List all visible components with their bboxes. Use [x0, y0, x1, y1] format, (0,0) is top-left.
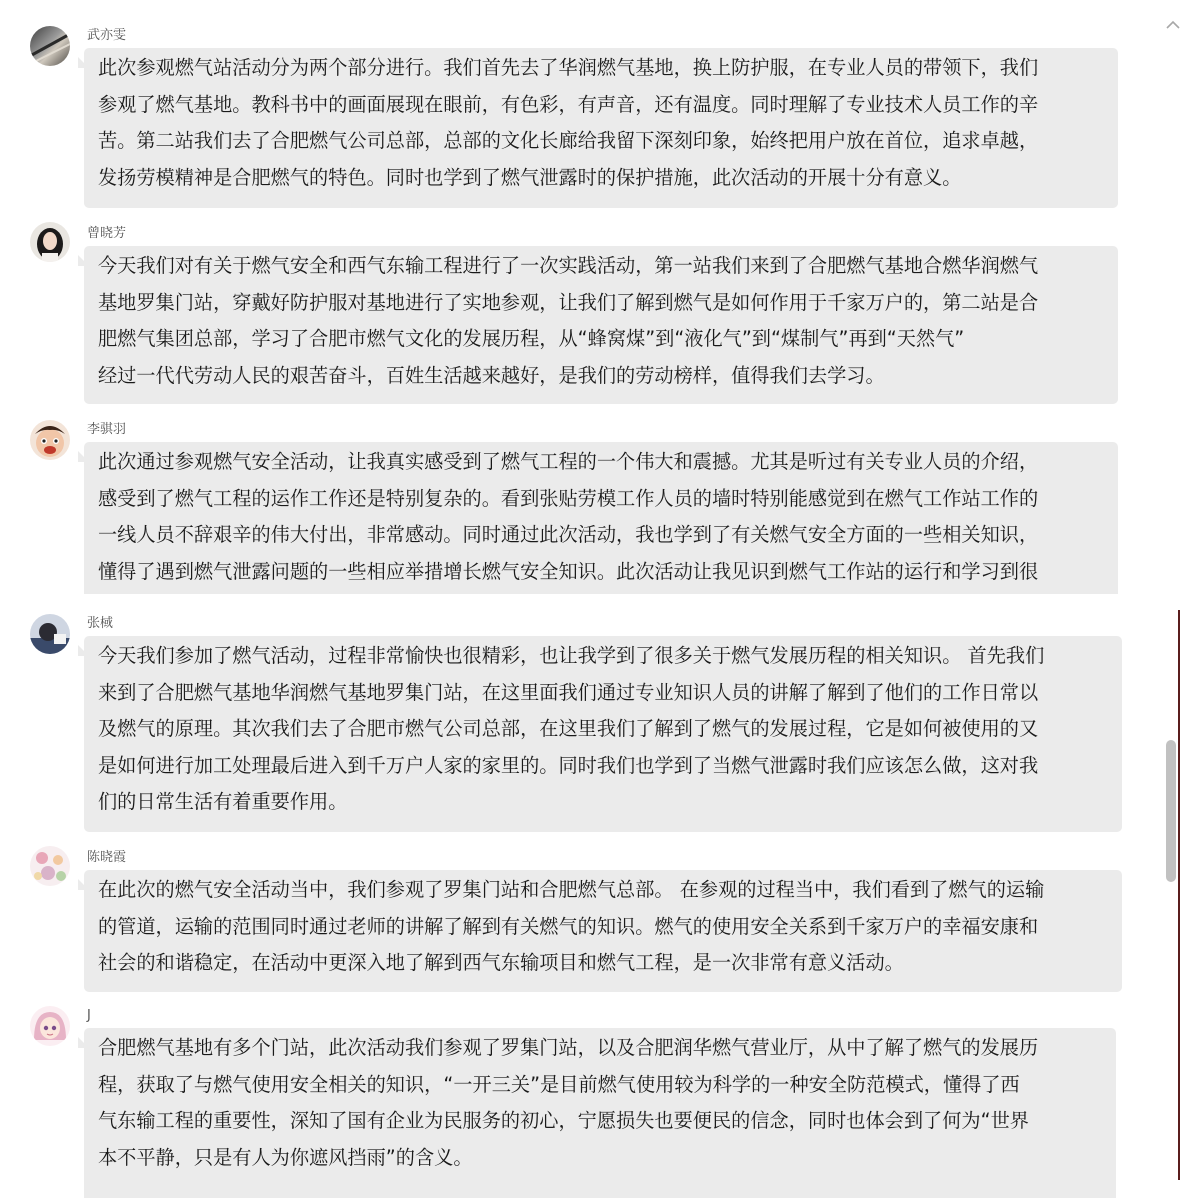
- user-avatar[interactable]: [30, 614, 70, 654]
- comment-bubble: [84, 870, 1122, 992]
- user-name[interactable]: 陈晓霞: [87, 850, 127, 865]
- scrollbar-track[interactable]: [1162, 600, 1178, 1200]
- comment-text-line: 一线人员不辞艰辛的伟大付出，非常感动。同时通过此次活动，我也学到了有关燃气安全方面的一些相关知识，: [98, 523, 1039, 546]
- comment-text-line: 合肥燃气基地有多个门站，此次活动我们参观了罗集门站，以及合肥润华燃气营业厅，从中了解了燃气的发展历: [98, 1036, 1039, 1059]
- comment-text-line: 今天我们参加了燃气活动，过程非常愉快也很精彩，也让我学到了很多关于燃气发展历程的相关知识。 首先我们: [98, 644, 1045, 667]
- comment-text-line: 今天我们对有关于燃气安全和西气东输工程进行了一次实践活动，第一站我们来到了合肥燃气基地合燃华润燃气: [98, 254, 1039, 277]
- user-avatar[interactable]: [30, 846, 70, 886]
- comment-text-line: 及燃气的原理。其次我们去了合肥市燃气公司总部，在这里我们了解到了燃气的发展过程，它是如何被使用的又: [98, 717, 1039, 740]
- comment-text-line: 参观了燃气基地。教科书中的画面展现在眼前，有色彩，有声音，还有温度。同时理解了专业技术人员工作的辛: [98, 92, 1039, 116]
- window-edge: [1178, 610, 1180, 1180]
- comment-text-line: 程，获取了与燃气使用安全相关的知识，“一开三关”是目前燃气使用较为科学的一种安全防范模式，懂得了西: [98, 1072, 1020, 1096]
- comment-text-line: 们的日常生活有着重要作用。: [98, 790, 348, 813]
- comment-text-line: 的管道，运输的范围同时通过老师的讲解了解到有关燃气的知识。燃气的使用安全关系到千家万户的幸福安康和: [98, 914, 1039, 938]
- chevron-up-icon[interactable]: [1162, 14, 1184, 36]
- comment-text-line: 苦。第二站我们去了合肥燃气公司总部，总部的文化长廊给我留下深刻印象，始终把用户放在首位，追求卓越，: [98, 129, 1039, 152]
- user-avatar[interactable]: [30, 26, 70, 66]
- comment-bubble: [84, 442, 1118, 594]
- comment-text-line: 经过一代代劳动人民的艰苦奋斗，百姓生活越来越好，是我们的劳动榜样，值得我们去学习。: [98, 363, 885, 387]
- comment-text-line: 此次参观燃气站活动分为两个部分进行。我们首先去了华润燃气基地，换上防护服，在专业人员的带领下，我们: [98, 56, 1039, 79]
- comment-text-line: 是如何进行加工处理最后进入到千万户人家的家里的。同时我们也学到了当燃气泄露时我们应该怎么做，这对我: [98, 753, 1039, 777]
- comment-item: [0, 420, 1160, 594]
- user-avatar[interactable]: [30, 420, 70, 460]
- comment-text-line: 肥燃气集团总部，学习了合肥市燃气文化的发展历程，从“蜂窝煤”到“液化气”到“煤制气”再到“天然气”: [98, 327, 965, 350]
- user-name[interactable]: 曾晓芳: [87, 226, 127, 241]
- comment-bubble: [84, 48, 1118, 208]
- user-name[interactable]: 张棫: [87, 616, 114, 631]
- user-name[interactable]: 武亦雯: [87, 28, 127, 43]
- comment-item: [0, 846, 1160, 996]
- user-avatar[interactable]: [30, 222, 70, 262]
- comment-item: [0, 614, 1160, 834]
- comment-text-line: 此次通过参观燃气安全活动，让我真实感受到了燃气工程的一个伟大和震撼。尤其是听过有关专业人员的介绍，: [98, 450, 1039, 473]
- user-avatar[interactable]: [30, 1006, 70, 1046]
- comment-item: [0, 222, 1160, 412]
- comment-text-line: 感受到了燃气工程的运作工作还是特别复杂的。看到张贴劳模工作人员的墙时特别能感觉到在燃气工作站工作的: [98, 486, 1039, 510]
- comment-text-line: 气东输工程的重要性，深知了国有企业为民服务的初心，宁愿损失也要便民的信念，同时也体会到了何为“世界: [98, 1109, 1029, 1132]
- comment-text-line: 基地罗集门站，穿戴好防护服对基地进行了实地参观，让我们了解到燃气是如何作用于千家万户的，第二站是合: [98, 290, 1039, 314]
- comment-bubble: [84, 1028, 1116, 1198]
- comment-text-line: 来到了合肥燃气基地华润燃气基地罗集门站，在这里面我们通过专业知识人员的讲解了解到了他们的工作日常以: [98, 680, 1039, 704]
- comment-text-line: 社会的和谐稳定，在活动中更深入地了解到西气东输项目和燃气工程，是一次非常有意义活动。: [98, 951, 904, 974]
- comment-text-line: 在此次的燃气安全活动当中，我们参观了罗集门站和合肥燃气总部。 在参观的过程当中，我们看到了燃气的运输: [98, 878, 1045, 901]
- comment-text-line: 本不平静，只是有人为你遮风挡雨”的含义。: [98, 1145, 473, 1169]
- comment-bubble: [84, 246, 1118, 404]
- user-name[interactable]: J: [87, 1008, 91, 1023]
- comment-text-line: 发扬劳模精神是合肥燃气的特色。同时也学到了燃气泄露时的保护措施，此次活动的开展十分有意义。: [98, 165, 962, 189]
- comment-bubble: [84, 636, 1122, 832]
- comment-text-line: 懂得了遇到燃气泄露问题的一些相应举措增长燃气安全知识。此次活动让我见识到燃气工作站的运行和学习到很: [98, 559, 1039, 583]
- scrollbar-thumb[interactable]: [1166, 740, 1176, 882]
- user-name[interactable]: 李骐羽: [87, 422, 127, 437]
- comment-item: [0, 26, 1160, 216]
- comment-item: [0, 1006, 1160, 1200]
